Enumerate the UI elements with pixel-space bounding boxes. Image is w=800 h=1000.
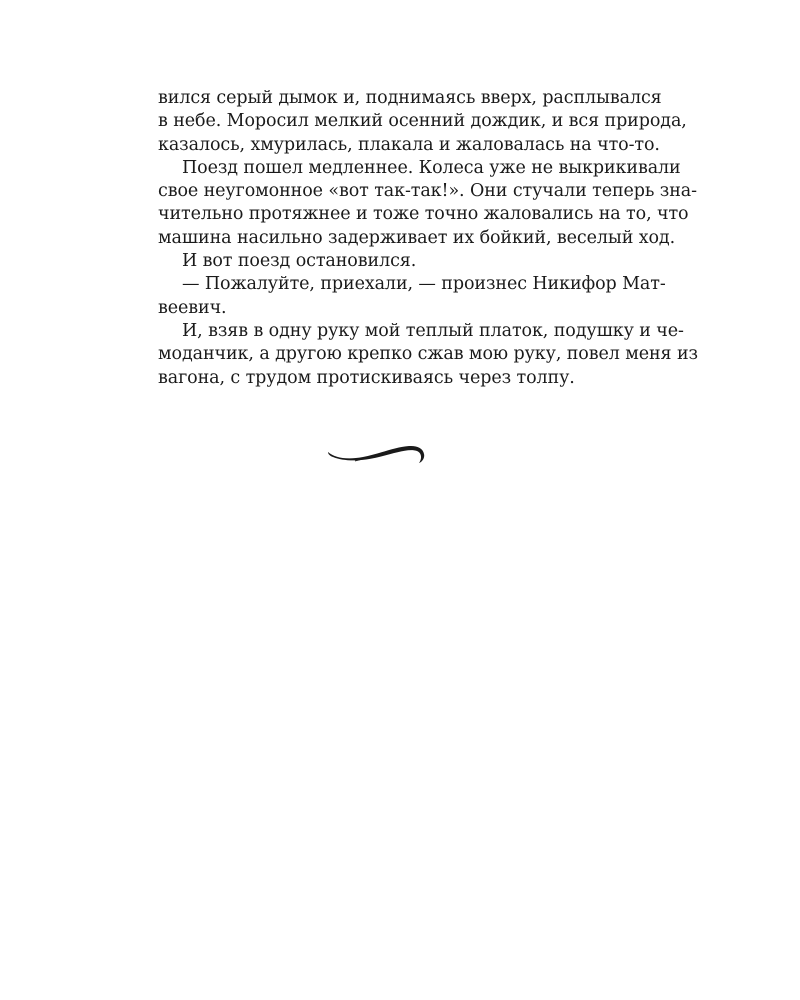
text-line: машина насильно задерживает их бойкий, веселый ход. <box>158 227 676 248</box>
text-line: свое неугомонное «вот так-так!». Они стучали теперь зна- <box>158 181 697 202</box>
text-line: И вот поезд остановился. <box>182 251 417 272</box>
text-line: веевич. <box>158 297 227 318</box>
text-line: И, взяв в одну руку мой теплый платок, подушку и че- <box>182 320 684 341</box>
text-line: чительно протяжнее и тоже точно жаловались на то, что <box>158 204 689 225</box>
flourish-ornament-icon <box>325 438 429 468</box>
text-line: вился серый дымок и, поднимаясь вверх, расплывался <box>158 88 662 108</box>
text-line: казалось, хмурилась, плакала и жаловалась на что-то. <box>158 134 660 155</box>
body-text <box>158 87 698 390</box>
text-line: Поезд пошел медленнее. Колеса уже не выкрикивали <box>182 157 681 178</box>
text-line: вагона, с трудом протискиваясь через толпу. <box>158 367 575 388</box>
text-line: моданчик, а другою крепко сжав мою руку, повел меня из <box>158 344 698 365</box>
text-line: в небе. Моросил мелкий осенний дождик, и вся природа, <box>158 111 687 132</box>
text-line: — Пожалуйте, приехали, — произнес Никифор Мат- <box>182 274 666 295</box>
